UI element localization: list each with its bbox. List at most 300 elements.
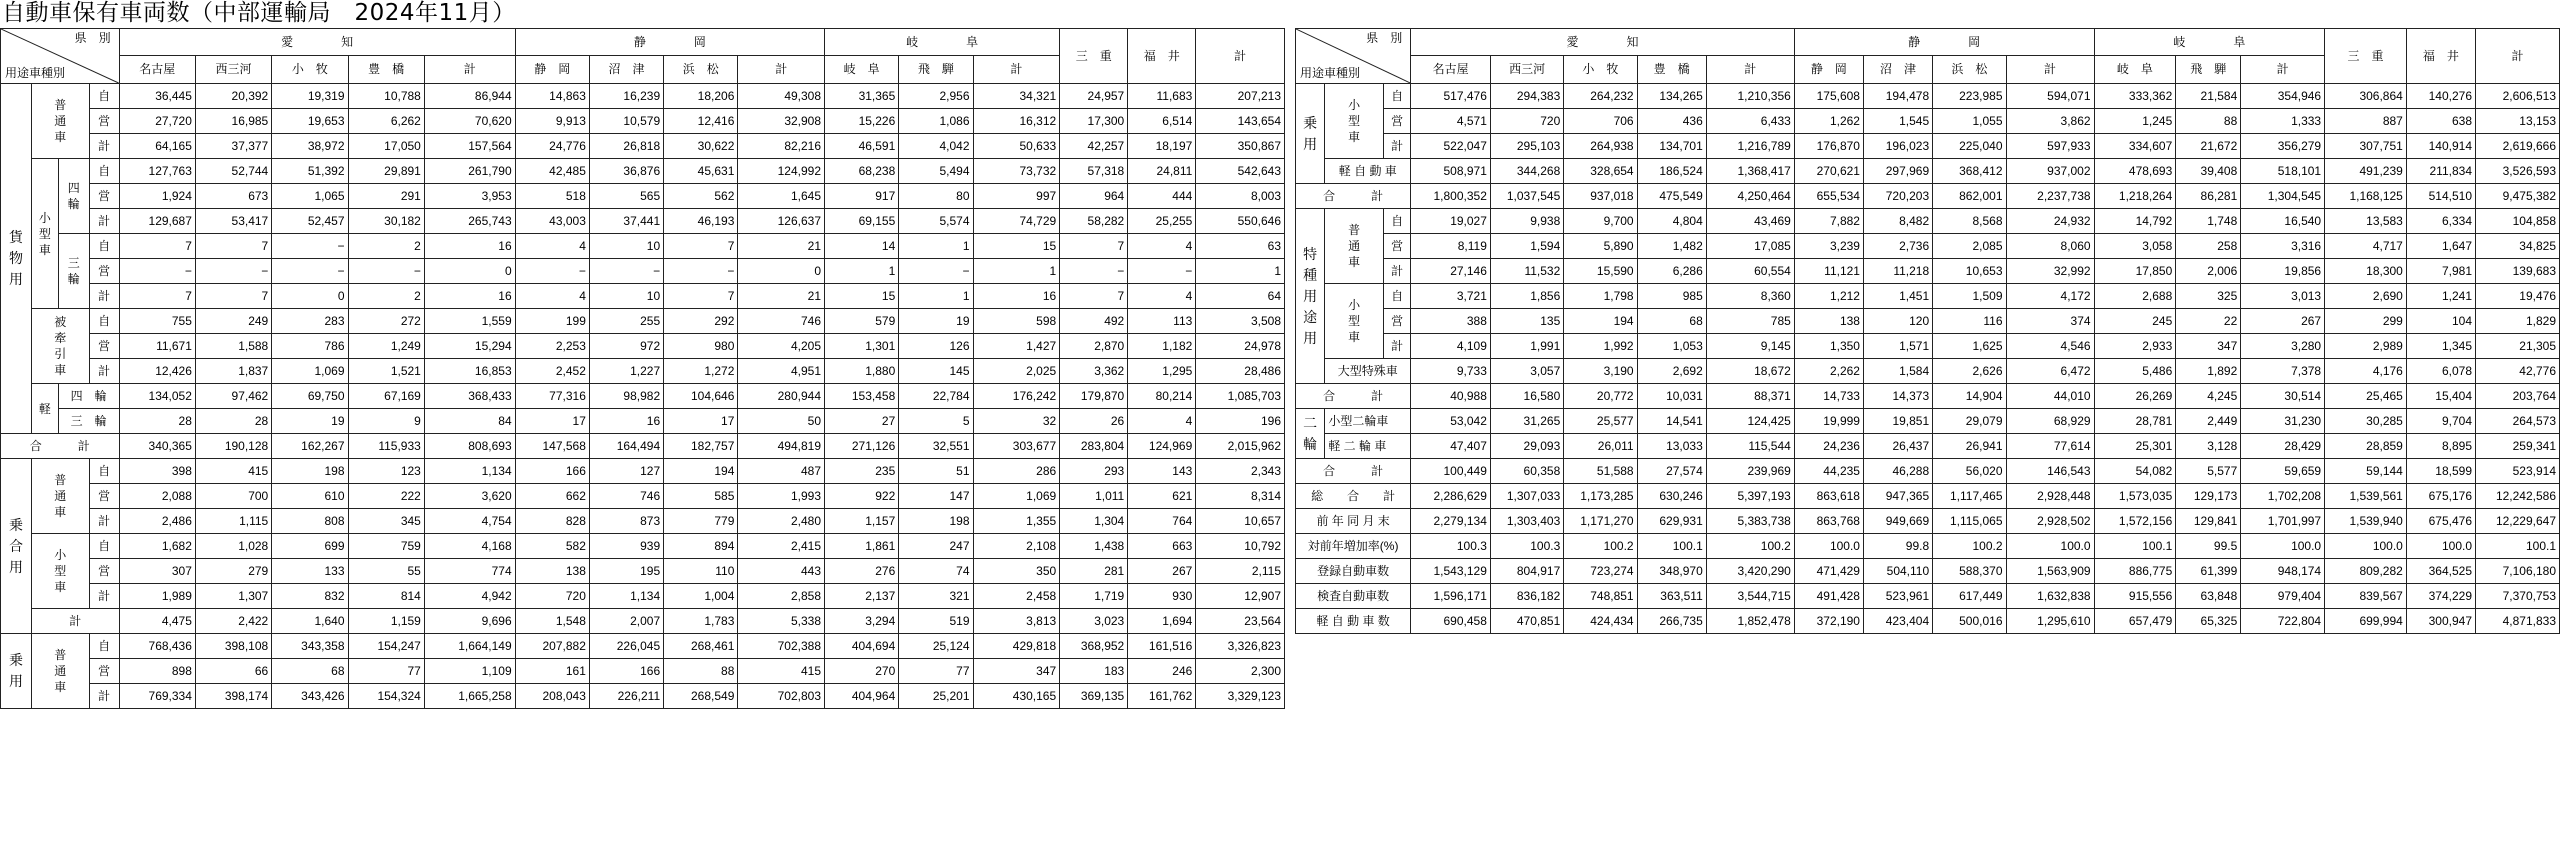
data-cell: 16,985: [195, 109, 271, 134]
data-cell: 699,994: [2325, 609, 2407, 634]
data-cell: 65,325: [2176, 609, 2241, 634]
data-cell: 116: [1933, 309, 2006, 334]
data-cell: 176,870: [1794, 134, 1863, 159]
row-label: 営: [89, 659, 119, 684]
data-cell: 8,360: [1706, 284, 1794, 309]
data-cell: 4: [515, 234, 589, 259]
data-cell: 100.1: [2476, 534, 2560, 559]
subheader-cell: 豊 橋: [1637, 56, 1706, 84]
data-cell: 2,480: [738, 509, 825, 534]
data-cell: 77,316: [515, 384, 589, 409]
data-cell: 887: [2325, 109, 2407, 134]
data-cell: 203,764: [2476, 384, 2560, 409]
data-cell: 10,579: [589, 109, 663, 134]
subheader-cell: 計: [973, 56, 1060, 84]
data-cell: 164,494: [589, 434, 663, 459]
data-cell: 1,212: [1794, 284, 1863, 309]
data-cell: 862,001: [1933, 184, 2006, 209]
row-label-grand-total: 総 合 計: [1296, 484, 1411, 509]
data-cell: 374,229: [2406, 584, 2475, 609]
data-cell: 6,433: [1706, 109, 1794, 134]
data-cell: 100.1: [1637, 534, 1706, 559]
category-passenger-standard: 普通車: [31, 634, 89, 709]
data-cell: 15,226: [825, 109, 899, 134]
data-cell: 2,115: [1196, 559, 1285, 584]
data-cell: 207,213: [1196, 84, 1285, 109]
category-light: 軽: [31, 384, 58, 434]
data-cell: 286: [973, 459, 1060, 484]
data-cell: 299: [2325, 309, 2407, 334]
header-shizuoka: 静 岡: [515, 29, 824, 56]
data-cell: 115,544: [1706, 434, 1794, 459]
data-cell: 15: [825, 284, 899, 309]
data-cell: 0: [738, 259, 825, 284]
data-cell: 99.5: [2176, 534, 2241, 559]
data-cell: 4,942: [424, 584, 515, 609]
data-cell: 129,687: [119, 209, 195, 234]
data-cell: 297,969: [1863, 159, 1932, 184]
data-cell: 939: [589, 534, 663, 559]
table-row: [1, 134, 1285, 159]
data-cell: 25,465: [2325, 384, 2407, 409]
subheader-cell: 静 岡: [515, 56, 589, 84]
subheader-cell: 名古屋: [1411, 56, 1491, 84]
data-cell: 26,818: [589, 134, 663, 159]
data-cell: 398,108: [195, 634, 271, 659]
data-cell: 915,556: [2094, 584, 2176, 609]
corner-pref-label: 県 別: [1366, 31, 1403, 45]
data-cell: 873: [589, 509, 663, 534]
corner-pref-label: 県 別: [74, 31, 111, 45]
data-cell: 722,804: [2241, 609, 2325, 634]
data-cell: 29,891: [348, 159, 424, 184]
data-cell: 226,045: [589, 634, 663, 659]
data-cell: 5,338: [738, 609, 825, 634]
data-cell: 25,255: [1128, 209, 1196, 234]
table-row: [1, 559, 1285, 584]
data-cell: 245: [2094, 309, 2176, 334]
data-cell: 4,475: [119, 609, 195, 634]
data-cell: 12,907: [1196, 584, 1285, 609]
subheader-cell: 飛 騨: [899, 56, 973, 84]
data-cell: 1,303,403: [1490, 509, 1563, 534]
data-cell: 8,119: [1411, 234, 1491, 259]
data-cell: 129,173: [2176, 484, 2241, 509]
data-cell: 1,427: [973, 334, 1060, 359]
data-cell: 47,407: [1411, 434, 1491, 459]
category-bus-small: 小型車: [31, 534, 89, 609]
data-cell: 1,304: [1060, 509, 1128, 534]
data-cell: 1,065: [272, 184, 348, 209]
data-cell: 4: [1128, 284, 1196, 309]
data-cell: 283,804: [1060, 434, 1128, 459]
data-cell: 64,165: [119, 134, 195, 159]
table-row: [1, 434, 1285, 459]
data-cell: 22: [2176, 309, 2241, 334]
data-cell: 4,172: [2006, 284, 2094, 309]
data-cell: 6,514: [1128, 109, 1196, 134]
data-cell: 19: [272, 409, 348, 434]
data-cell: 32,908: [738, 109, 825, 134]
row-label: 計: [89, 684, 119, 709]
data-cell: 59,144: [2325, 459, 2407, 484]
row-label: 営: [89, 334, 119, 359]
category-special-standard: 普通車: [1325, 209, 1384, 284]
data-cell: 9: [348, 409, 424, 434]
left-vehicle-table: [0, 28, 1285, 709]
data-cell: 63: [1196, 234, 1285, 259]
data-cell: 291: [348, 184, 424, 209]
data-cell: 19: [899, 309, 973, 334]
data-cell: 157,564: [424, 134, 515, 159]
data-cell: 565: [589, 184, 663, 209]
data-cell: 10,031: [1637, 384, 1706, 409]
table-row: [1296, 159, 2560, 184]
data-cell: 208,043: [515, 684, 589, 709]
data-cell: 28,429: [2241, 434, 2325, 459]
data-cell: 9,733: [1411, 359, 1491, 384]
data-cell: 1,594: [1490, 234, 1563, 259]
data-cell: 1,295,610: [2006, 609, 2094, 634]
data-cell: 37,377: [195, 134, 271, 159]
data-cell: 2,006: [2176, 259, 2241, 284]
data-cell: 196,023: [1863, 134, 1932, 159]
data-cell: 26: [1060, 409, 1128, 434]
data-cell: 523,961: [1863, 584, 1932, 609]
data-cell: 325: [2176, 284, 2241, 309]
data-cell: 8,060: [2006, 234, 2094, 259]
row-label-prev-year: 前 年 同 月 末: [1296, 509, 1411, 534]
data-cell: 562: [664, 184, 738, 209]
data-cell: 5,486: [2094, 359, 2176, 384]
data-cell: 720: [515, 584, 589, 609]
data-cell: 328,654: [1564, 159, 1637, 184]
data-cell: 522,047: [1411, 134, 1491, 159]
data-cell: 1,856: [1490, 284, 1563, 309]
data-cell: −: [348, 259, 424, 284]
data-cell: 898: [119, 659, 195, 684]
data-cell: 4,042: [899, 134, 973, 159]
data-cell: 211,834: [2406, 159, 2475, 184]
data-cell: 18,206: [664, 84, 738, 109]
data-cell: 6,262: [348, 109, 424, 134]
data-cell: 12,416: [664, 109, 738, 134]
data-cell: 124,992: [738, 159, 825, 184]
subheader-cell: 沼 津: [589, 56, 663, 84]
data-cell: 8,568: [1933, 209, 2006, 234]
data-cell: 19,319: [272, 84, 348, 109]
data-cell: 423,404: [1863, 609, 1932, 634]
data-cell: 5,383,738: [1706, 509, 1794, 534]
data-cell: 49,308: [738, 84, 825, 109]
data-cell: 979,404: [2241, 584, 2325, 609]
data-cell: 1,992: [1564, 334, 1637, 359]
row-label-inspected: 検査自動車数: [1296, 584, 1411, 609]
data-cell: 176,242: [973, 384, 1060, 409]
row-label: 自: [89, 234, 119, 259]
data-cell: 270: [825, 659, 899, 684]
data-cell: 5,397,193: [1706, 484, 1794, 509]
row-label-total: 合 計: [1, 434, 120, 459]
table-row: [1296, 84, 2560, 109]
subheader-cell: 計: [424, 56, 515, 84]
subheader-cell: 計: [1706, 56, 1794, 84]
data-cell: 2,088: [119, 484, 195, 509]
data-cell: 7: [119, 234, 195, 259]
data-cell: 350: [973, 559, 1060, 584]
data-cell: 14,792: [2094, 209, 2176, 234]
data-cell: 30,622: [664, 134, 738, 159]
data-cell: 28,486: [1196, 359, 1285, 384]
data-cell: 80,214: [1128, 384, 1196, 409]
data-cell: 1,157: [825, 509, 899, 534]
table-row: [1296, 109, 2560, 134]
data-cell: 809,282: [2325, 559, 2407, 584]
data-cell: 1,304,545: [2241, 184, 2325, 209]
row-label-total: 合 計: [1296, 184, 1411, 209]
data-cell: 26,941: [1933, 434, 2006, 459]
row-label: 計: [89, 209, 119, 234]
data-cell: 10: [589, 284, 663, 309]
data-cell: 4,951: [738, 359, 825, 384]
data-cell: 340,365: [119, 434, 195, 459]
data-cell: 9,700: [1564, 209, 1637, 234]
data-cell: 3,813: [973, 609, 1060, 634]
data-cell: 161: [515, 659, 589, 684]
data-cell: 372,190: [1794, 609, 1863, 634]
table-row: [1, 459, 1285, 484]
category-freight-standard: 普通車: [31, 84, 89, 159]
data-cell: 769,334: [119, 684, 195, 709]
data-cell: 1,829: [2476, 309, 2560, 334]
data-cell: 8,314: [1196, 484, 1285, 509]
row-label: 自: [1384, 284, 1411, 309]
data-cell: 508,971: [1411, 159, 1491, 184]
data-cell: 3,526,593: [2476, 159, 2560, 184]
row-label: 計: [89, 134, 119, 159]
data-cell: 368,433: [424, 384, 515, 409]
data-cell: 100.0: [2006, 534, 2094, 559]
subheader-cell: 小 牧: [272, 56, 348, 84]
data-cell: 11,121: [1794, 259, 1863, 284]
data-cell: 369,135: [1060, 684, 1128, 709]
data-cell: 43,003: [515, 209, 589, 234]
table-row: [1, 609, 1285, 634]
data-cell: 3,294: [825, 609, 899, 634]
data-cell: 74,729: [973, 209, 1060, 234]
data-cell: 104,646: [664, 384, 738, 409]
data-cell: 804,917: [1490, 559, 1563, 584]
data-cell: 15,294: [424, 334, 515, 359]
data-cell: 1,573,035: [2094, 484, 2176, 509]
header-aichi: 愛 知: [119, 29, 515, 56]
data-cell: 985: [1637, 284, 1706, 309]
row-label: 自: [89, 534, 119, 559]
data-cell: 1,571: [1863, 334, 1932, 359]
data-cell: 16,312: [973, 109, 1060, 134]
data-cell: 917: [825, 184, 899, 209]
table-row: [1, 684, 1285, 709]
data-cell: 1,307: [195, 584, 271, 609]
data-cell: 80: [899, 184, 973, 209]
data-cell: 937,002: [2006, 159, 2094, 184]
data-cell: 26,437: [1863, 434, 1932, 459]
data-cell: 808,693: [424, 434, 515, 459]
row-label: 計: [1384, 259, 1411, 284]
data-cell: 3,862: [2006, 109, 2094, 134]
data-cell: 307,751: [2325, 134, 2407, 159]
data-cell: 133: [272, 559, 348, 584]
data-cell: 68: [1637, 309, 1706, 334]
data-cell: 126: [899, 334, 973, 359]
table-row: [1, 584, 1285, 609]
data-cell: 2,343: [1196, 459, 1285, 484]
data-cell: 292: [664, 309, 738, 334]
data-cell: 264,938: [1564, 134, 1637, 159]
data-cell: 194: [664, 459, 738, 484]
data-cell: 40,988: [1411, 384, 1491, 409]
data-cell: 34,321: [973, 84, 1060, 109]
table-row: [1, 234, 1285, 259]
data-cell: 436: [1637, 109, 1706, 134]
data-cell: 7: [1060, 284, 1128, 309]
table-row: [1296, 334, 2560, 359]
data-cell: 139,683: [2476, 259, 2560, 284]
data-cell: 27,720: [119, 109, 195, 134]
data-cell: 68,929: [2006, 409, 2094, 434]
table-row: [1296, 459, 2560, 484]
data-cell: 471,429: [1794, 559, 1863, 584]
data-cell: 4,571: [1411, 109, 1491, 134]
right-vehicle-table: [1295, 28, 2560, 634]
data-cell: 364,525: [2406, 559, 2475, 584]
data-cell: 154,324: [348, 684, 424, 709]
data-cell: 1,451: [1863, 284, 1932, 309]
data-cell: 25,301: [2094, 434, 2176, 459]
data-cell: 1,694: [1128, 609, 1196, 634]
data-cell: 198: [272, 459, 348, 484]
data-cell: 196: [1196, 409, 1285, 434]
table-row: [1, 284, 1285, 309]
data-cell: 53,042: [1411, 409, 1491, 434]
data-cell: 2,933: [2094, 334, 2176, 359]
data-cell: 50,633: [973, 134, 1060, 159]
data-cell: 4,250,464: [1706, 184, 1794, 209]
header-fukui: 福 井: [2406, 29, 2475, 84]
data-cell: 98,982: [589, 384, 663, 409]
data-cell: 161,762: [1128, 684, 1196, 709]
category-passenger-small: 小型車: [1325, 84, 1384, 159]
data-cell: 4,176: [2325, 359, 2407, 384]
data-cell: 657,479: [2094, 609, 2176, 634]
data-cell: 10,653: [1933, 259, 2006, 284]
data-cell: 3,362: [1060, 359, 1128, 384]
data-cell: 7: [664, 234, 738, 259]
category-bus: 乗合用: [1, 459, 32, 634]
data-cell: 1,055: [1933, 109, 2006, 134]
data-cell: 1,262: [1794, 109, 1863, 134]
data-cell: 69,750: [272, 384, 348, 409]
category-trailer: 被牽引車: [31, 309, 89, 384]
row-label: 計: [1384, 334, 1411, 359]
data-cell: 73,732: [973, 159, 1060, 184]
data-cell: 1,168,125: [2325, 184, 2407, 209]
data-cell: 1,482: [1637, 234, 1706, 259]
data-cell: 190,128: [195, 434, 271, 459]
data-cell: 1,572,156: [2094, 509, 2176, 534]
data-cell: 1,563,909: [2006, 559, 2094, 584]
data-cell: 46,591: [825, 134, 899, 159]
data-cell: 1,880: [825, 359, 899, 384]
data-cell: 1,210,356: [1706, 84, 1794, 109]
data-cell: 199: [515, 309, 589, 334]
data-cell: 1,109: [424, 659, 515, 684]
data-cell: 19,027: [1411, 209, 1491, 234]
data-cell: 663: [1128, 534, 1196, 559]
data-cell: 55: [348, 559, 424, 584]
data-cell: 3,420,290: [1706, 559, 1794, 584]
data-cell: 839,567: [2325, 584, 2407, 609]
table-row: [1, 359, 1285, 384]
data-cell: 504,110: [1863, 559, 1932, 584]
data-cell: 1,798: [1564, 284, 1637, 309]
data-cell: 100.2: [1706, 534, 1794, 559]
data-cell: 2,253: [515, 334, 589, 359]
data-cell: 1,989: [119, 584, 195, 609]
data-cell: 17,085: [1706, 234, 1794, 259]
data-cell: 2,262: [1794, 359, 1863, 384]
row-label: 計: [1384, 134, 1411, 159]
data-cell: 2,452: [515, 359, 589, 384]
data-cell: 4,168: [424, 534, 515, 559]
data-cell: 356,279: [2241, 134, 2325, 159]
data-cell: 1: [899, 284, 973, 309]
data-cell: 226,211: [589, 684, 663, 709]
data-cell: 5,494: [899, 159, 973, 184]
row-label: 自: [89, 309, 119, 334]
table-row: [1296, 609, 2560, 634]
data-cell: 15: [973, 234, 1060, 259]
data-cell: 32,551: [899, 434, 973, 459]
data-cell: 25,577: [1564, 409, 1637, 434]
data-cell: 32: [973, 409, 1060, 434]
data-cell: 138: [515, 559, 589, 584]
data-cell: 1,053: [1637, 334, 1706, 359]
data-cell: 662: [515, 484, 589, 509]
data-cell: 54,082: [2094, 459, 2176, 484]
row-label: 三 輪: [58, 409, 119, 434]
data-cell: 2,989: [2325, 334, 2407, 359]
data-cell: 1,800,352: [1411, 184, 1491, 209]
data-cell: 36,876: [589, 159, 663, 184]
data-cell: 470,851: [1490, 609, 1563, 634]
data-cell: 1,584: [1863, 359, 1932, 384]
data-cell: 264,573: [2476, 409, 2560, 434]
data-cell: 115,933: [348, 434, 424, 459]
data-cell: 16,580: [1490, 384, 1563, 409]
data-cell: 348,970: [1637, 559, 1706, 584]
data-cell: 4,245: [2176, 384, 2241, 409]
data-cell: 4,754: [424, 509, 515, 534]
data-cell: 3,953: [424, 184, 515, 209]
data-cell: 3,316: [2241, 234, 2325, 259]
data-cell: 368,952: [1060, 634, 1128, 659]
data-cell: 1: [899, 234, 973, 259]
data-cell: 267: [2241, 309, 2325, 334]
data-cell: 2,928,448: [2006, 484, 2094, 509]
row-label-light-count: 軽 自 動 車 数: [1296, 609, 1411, 634]
data-cell: 1,216,789: [1706, 134, 1794, 159]
